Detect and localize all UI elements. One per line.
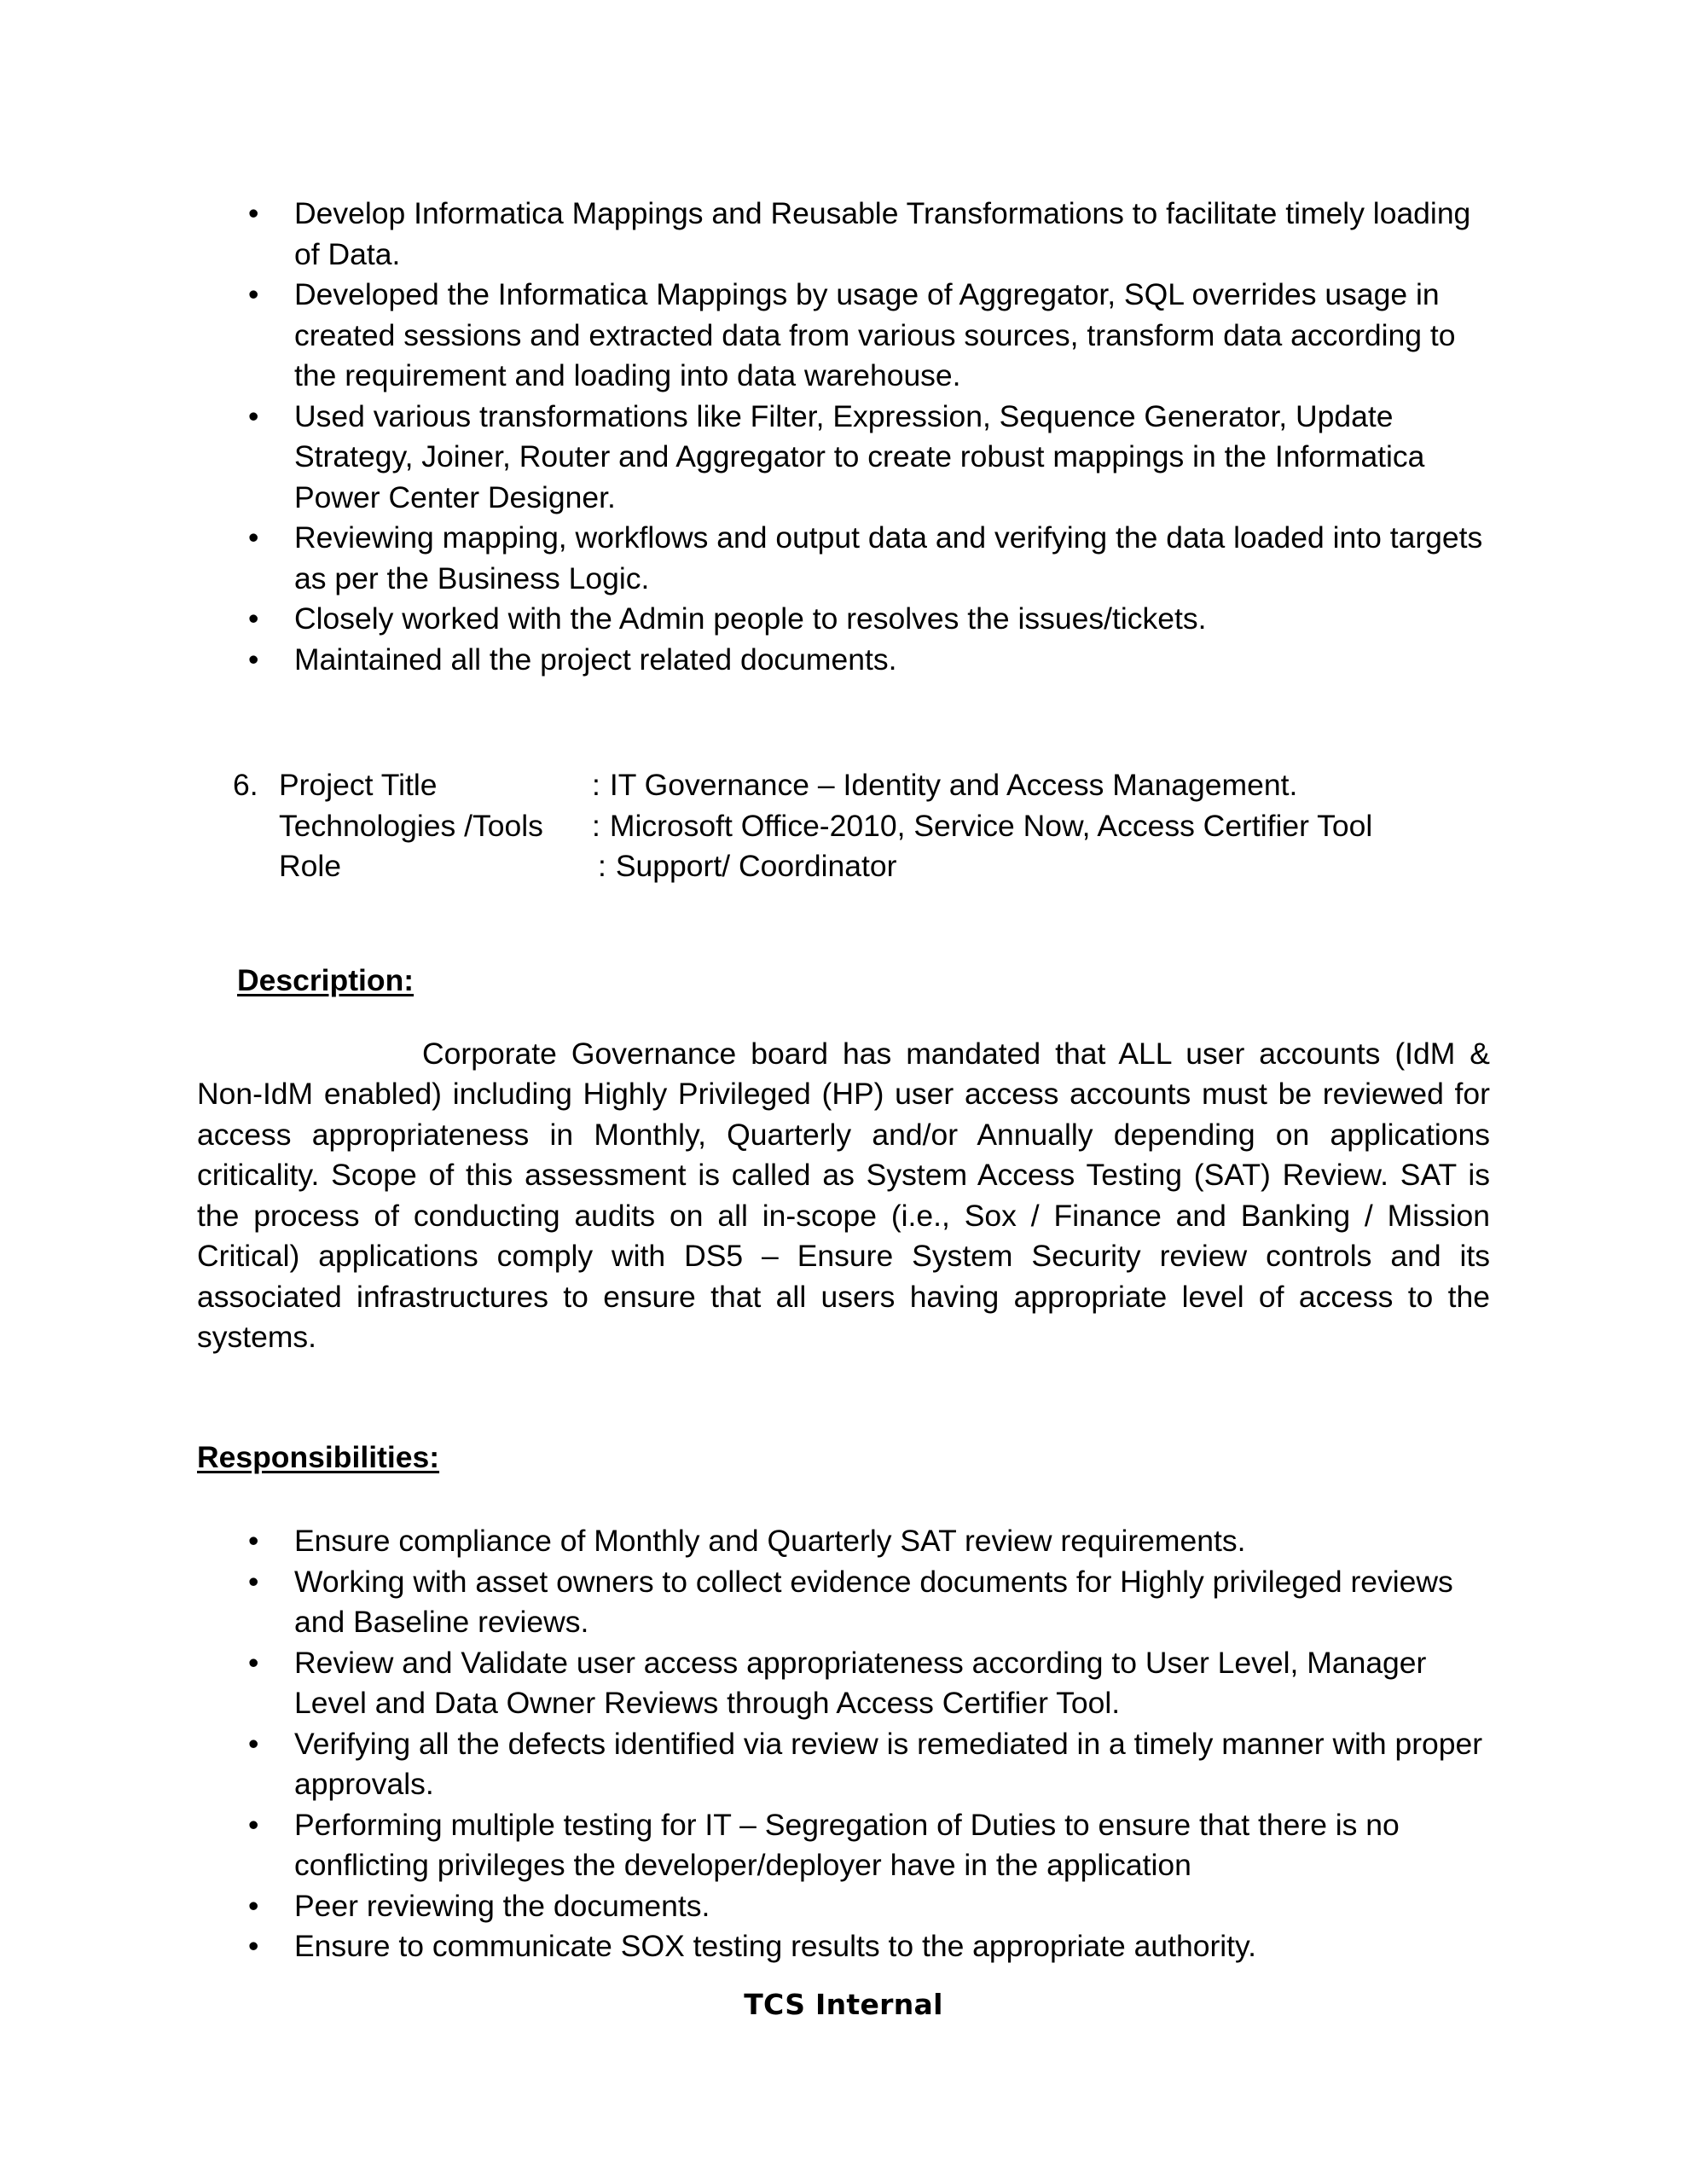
bullet-icon: • (248, 1726, 259, 1761)
project-row-technologies (233, 806, 1512, 847)
project-row-title (233, 765, 1512, 806)
project-title-value: IT Governance – Identity and Access Management. (609, 768, 1298, 802)
bullet-icon: • (248, 1929, 259, 1963)
colon-separator: : (598, 849, 606, 883)
list-item-text: Peer reviewing the documents. (294, 1888, 710, 1923)
list-item-text: Develop Informatica Mappings and Reusable Transformations to facilitate timely loading of Data. (294, 196, 1471, 271)
list-item (195, 1805, 1500, 1886)
list-item (195, 275, 1500, 397)
list-item-text: Closely worked with the Admin people to resolves the issues/tickets. (294, 601, 1207, 636)
description-heading: Description: (237, 963, 415, 997)
list-item (195, 1562, 1500, 1643)
experience-bullet-list (195, 194, 1500, 680)
list-item (195, 518, 1500, 599)
list-item (195, 1521, 1500, 1562)
list-item (195, 1724, 1500, 1805)
colon-separator: : (592, 768, 600, 802)
technologies-label: Technologies /Tools (279, 808, 543, 843)
bullet-icon: • (248, 642, 259, 677)
list-item (195, 194, 1500, 275)
description-paragraph: Corporate Governance board has mandated that ALL user accounts (IdM & Non-IdM enabled) including Highly Privileged (HP) user access accounts must be reviewed for access appropriateness in Monthly, Quarterly and/or Annually depending on applications criticality. Scope of this assessment is called as System Access Testing (SAT) Review. SAT is the process of conducting audits on all in-scope (i.e., Sox / Finance and Banking / Mission Critical) applications comply with DS5 – Ensure System Security review controls and its associated infrastructures to ensure that all users having appropriate level of access to the systems. (197, 1036, 1490, 1354)
project-number: 6. (233, 768, 258, 802)
bullet-icon: • (248, 1524, 259, 1558)
list-item-text: Verifying all the defects identified via review is remediated in a timely manner with proper approvals. (294, 1726, 1483, 1801)
bullet-icon: • (248, 277, 259, 311)
role-label: Role (279, 849, 342, 883)
list-item-text: Reviewing mapping, workflows and output data and verifying the data loaded into targets as per the Business Logic. (294, 520, 1483, 595)
list-item-text: Used various transformations like Filter, Expression, Sequence Generator, Update Strategy, Joiner, Router and Aggregator to create robust mappings in the Informatica Power Center Designer. (294, 398, 1425, 514)
list-item (195, 1926, 1500, 1967)
project-title-label: Project Title (279, 768, 438, 802)
bullet-icon: • (248, 1645, 259, 1680)
list-item-text: Working with asset owners to collect evidence documents for Highly privileged reviews and Baseline reviews. (294, 1564, 1453, 1639)
responsibilities-bullet-list (195, 1521, 1500, 1967)
list-item-text: Performing multiple testing for IT – Segregation of Duties to ensure that there is no conflicting privileges the developer/deployer have in the application (294, 1807, 1400, 1882)
bullet-icon: • (248, 196, 259, 230)
list-item (195, 1886, 1500, 1927)
bullet-icon: • (248, 520, 259, 555)
colon-separator: : (592, 808, 600, 843)
project-details-block (233, 765, 1512, 887)
list-item-text: Ensure compliance of Monthly and Quarterly SAT review requirements. (294, 1524, 1246, 1558)
list-item-text: Maintained all the project related documents. (294, 642, 897, 677)
list-item (195, 1643, 1500, 1724)
list-item-text: Developed the Informatica Mappings by usage of Aggregator, SQL overrides usage in created sessions and extracted data from various sources, transform data according to the requirement and loading into data warehouse. (294, 277, 1456, 392)
role-value: Support/ Coordinator (615, 849, 897, 883)
bullet-icon: • (248, 1807, 259, 1842)
list-item-text: Ensure to communicate SOX testing results to the appropriate authority. (294, 1929, 1257, 1963)
responsibilities-heading: Responsibilities: (197, 1440, 440, 1474)
list-item-text: Review and Validate user access appropriateness according to User Level, Manager Level and Data Owner Reviews through Access Certifier Tool. (294, 1645, 1427, 1720)
bullet-icon: • (248, 1564, 259, 1599)
technologies-value: Microsoft Office-2010, Service Now, Access Certifier Tool (609, 808, 1373, 843)
list-item (195, 397, 1500, 519)
bullet-icon: • (248, 1888, 259, 1923)
project-row-role (233, 846, 1512, 887)
bullet-icon: • (248, 601, 259, 636)
bullet-icon: • (248, 398, 259, 433)
list-item (195, 599, 1500, 640)
list-item (195, 640, 1500, 681)
page-footer: TCS Internal (744, 1988, 943, 2021)
